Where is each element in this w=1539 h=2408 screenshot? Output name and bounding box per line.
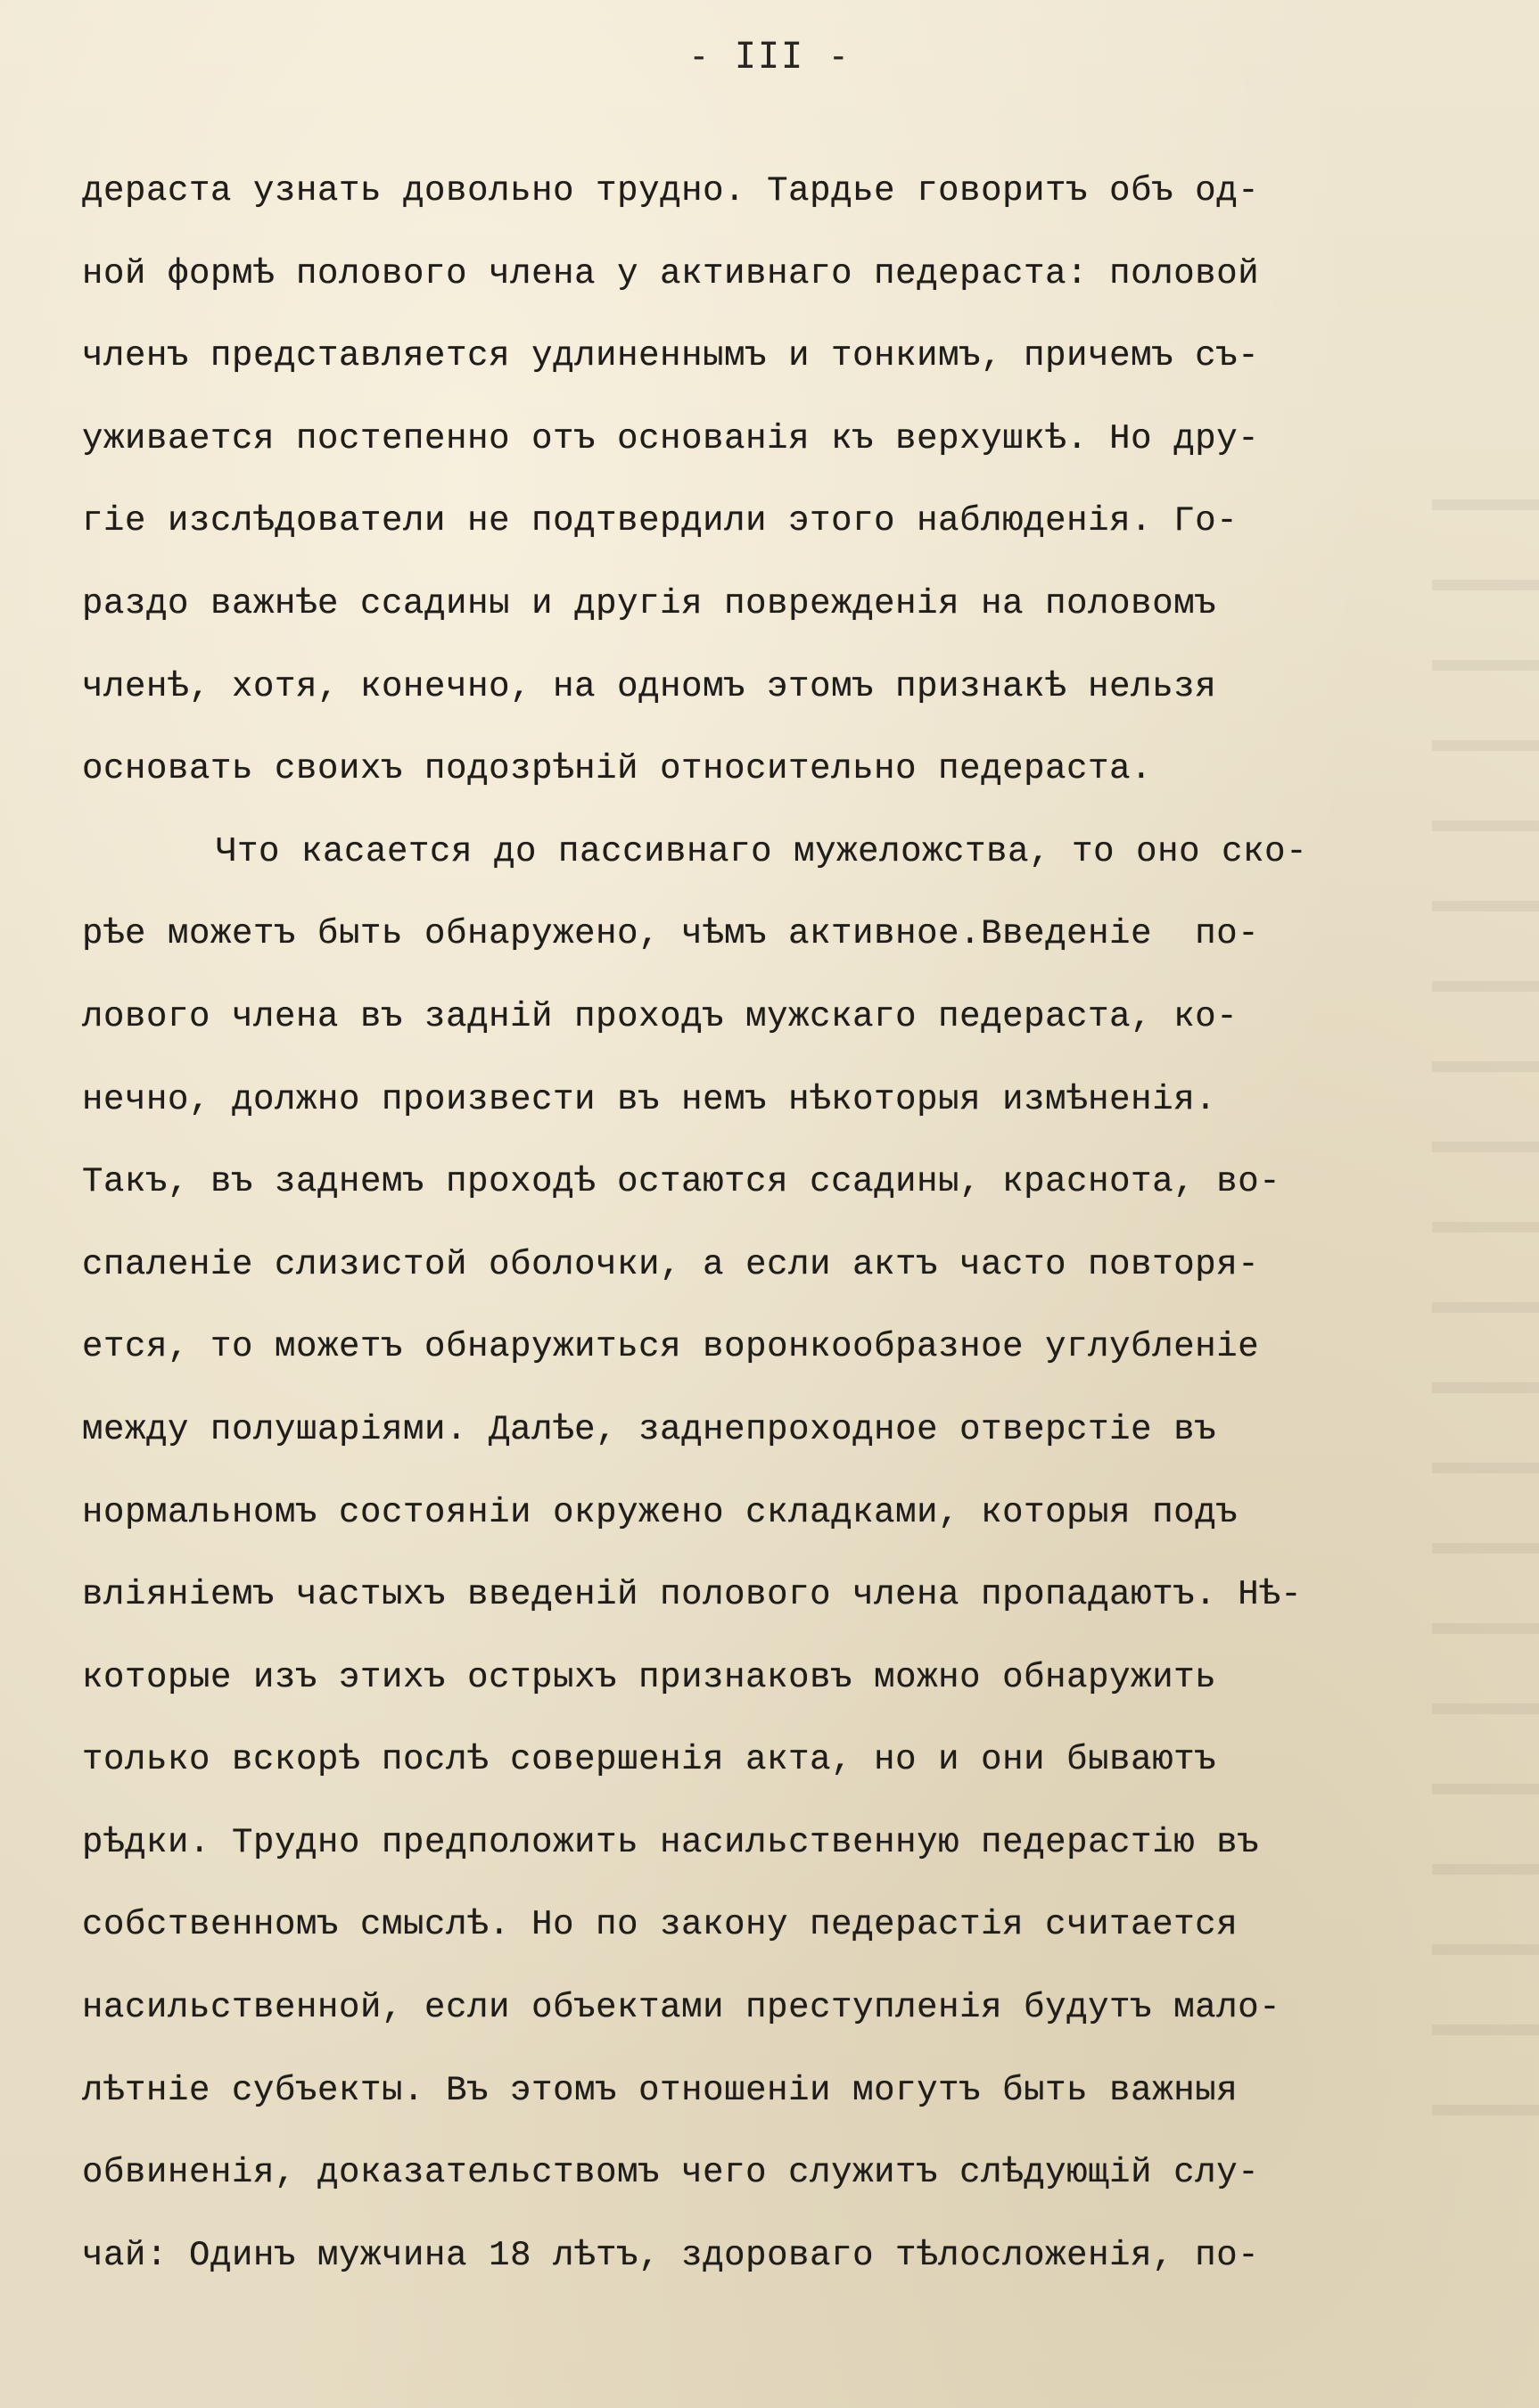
text-line: членъ представляется удлиненнымъ и тонкимъ, причемъ съ- bbox=[82, 336, 1260, 376]
body-text bbox=[82, 150, 1509, 2297]
text-line: чай: Одинъ мужчина 18 лѣтъ, здороваго тѣлосложенія, по- bbox=[82, 2235, 1260, 2275]
text-line: дераста узнать довольно трудно. Тардье говоритъ объ од- bbox=[82, 171, 1260, 210]
text-line: ется, то можетъ обнаружиться воронкообразное углубленіе bbox=[82, 1327, 1260, 1367]
text-line: Такъ, въ заднемъ проходѣ остаются ссадины, краснота, во- bbox=[82, 1162, 1281, 1202]
text-line: рѣдки. Трудно предположить насильственную педерастію въ bbox=[82, 1822, 1260, 1862]
text-line: которые изъ этихъ острыхъ признаковъ можно обнаружить bbox=[82, 1657, 1217, 1697]
text-line: лового члена въ задній проходъ мужскаго педераста, ко- bbox=[82, 996, 1239, 1036]
page-number: - III - bbox=[687, 36, 852, 77]
text-line: между полушаріями. Далѣе, заднепроходное отверстіе въ bbox=[82, 1409, 1217, 1449]
text-line: спаленіе слизистой оболочки, а если актъ часто повторя- bbox=[82, 1244, 1260, 1284]
text-line: нормальномъ состояніи окружено складками, которыя подъ bbox=[82, 1492, 1239, 1532]
text-line: гіе изслѣдователи не подтвердили этого наблюденія. Го- bbox=[82, 501, 1239, 541]
text-line: лѣтніе субъекты. Въ этомъ отношеніи могутъ быть важныя bbox=[82, 2070, 1239, 2110]
paragraph-start-line: Что касается до пассивнаго мужеложства, то оно ско- bbox=[216, 831, 1308, 871]
text-line: основать своихъ подозрѣній относительно педераста. bbox=[82, 749, 1153, 789]
text-line: насильственной, если объектами преступленія будутъ мало- bbox=[82, 1988, 1281, 2028]
text-line: собственномъ смыслѣ. Но по закону педерастія считается bbox=[82, 1905, 1239, 1945]
text-line: только вскорѣ послѣ совершенія акта, но и они бываютъ bbox=[82, 1740, 1217, 1780]
text-line: ной формѣ полового члена у активнаго педераста: половой bbox=[82, 253, 1260, 293]
text-line: обвиненія, доказательствомъ чего служитъ слѣдующій слу- bbox=[82, 2153, 1260, 2193]
text-line: раздо важнѣе ссадины и другія поврежденія на половомъ bbox=[82, 583, 1217, 623]
text-line: рѣе можетъ быть обнаружено, чѣмъ активное.Введеніе по- bbox=[82, 914, 1260, 954]
text-line: вліяніемъ частыхъ введеній полового члена пропадаютъ. Нѣ- bbox=[82, 1575, 1303, 1615]
text-line: уживается постепенно отъ основанія къ верхушкѣ. Но дру- bbox=[82, 418, 1260, 458]
text-line: нечно, должно произвести въ немъ нѣкоторыя измѣненія. bbox=[82, 1079, 1217, 1119]
text-line: членѣ, хотя, конечно, на одномъ этомъ признакѣ нельзя bbox=[82, 666, 1217, 706]
